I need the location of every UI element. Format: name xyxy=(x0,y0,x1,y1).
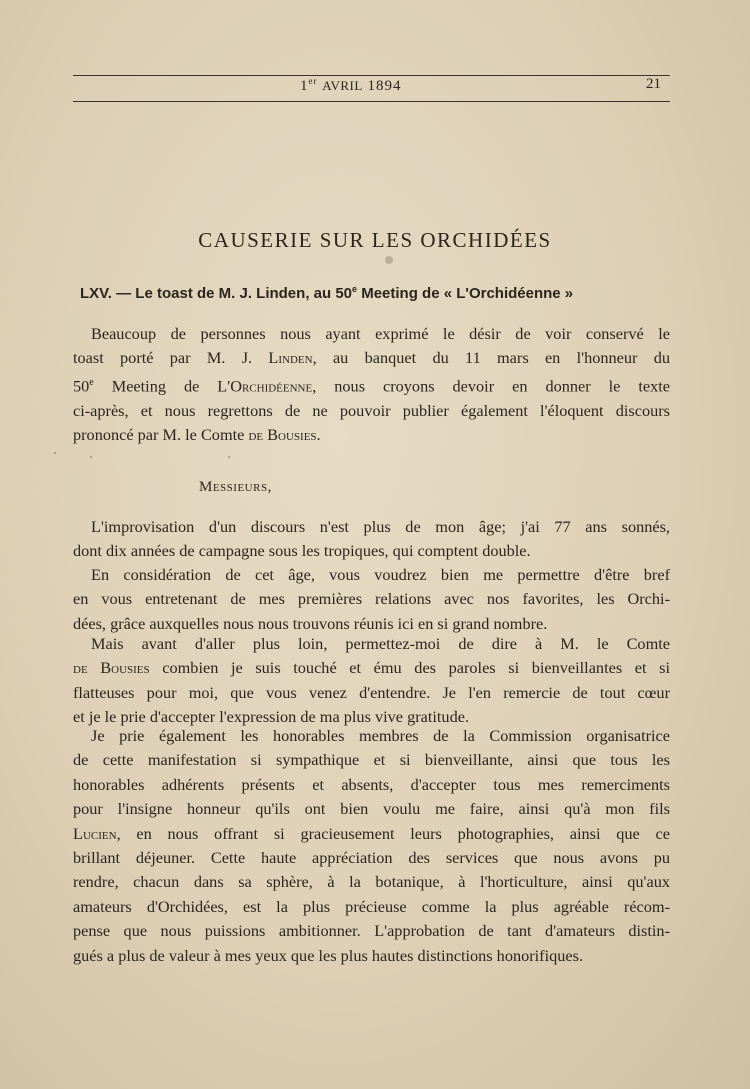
speech-paragraph-1 xyxy=(73,515,670,564)
text-line: toast porté par M. J. Linden, au banquet du 11 mars en l'honneur du xyxy=(73,348,670,368)
text-line: en vous entretenant de mes premières relations avec nos favorites, les Orchi- xyxy=(73,589,670,609)
text-line: de cette manifestation si sympathique et si bienveillante, ainsi que tous les xyxy=(73,750,670,770)
page-number: 21 xyxy=(646,76,661,92)
text-line: brillant déjeuner. Cette haute appréciation des services que nous avons pu xyxy=(73,848,670,868)
paper-speck xyxy=(90,456,92,458)
text-line: 50e Meeting de L'Orchidéenne, nous croyons devoir en donner le texte xyxy=(73,376,671,396)
running-head-date: 1er AVRIL 1894 xyxy=(300,76,402,94)
text-line: Beaucoup de personnes nous ayant exprimé le désir de voir conservé le xyxy=(91,324,670,343)
paper-speck xyxy=(54,452,56,454)
text-line: pense que nous puissions ambitionner. L'approbation de tant d'amateurs distin- xyxy=(73,921,670,941)
speech-paragraph-3 xyxy=(73,632,670,730)
speech-paragraph-4 xyxy=(73,724,670,968)
article-title: CAUSERIE SUR LES ORCHIDÉES xyxy=(198,228,552,252)
text-line: Mais avant d'aller plus loin, permettez-moi de dire à M. le Comte xyxy=(91,634,670,653)
salutation: Messieurs, xyxy=(199,479,272,495)
text-line: honorables adhérents présents et absents, d'accepter tous mes remerciments xyxy=(73,774,670,794)
text-line: et je le prie d'accepter l'expression de ma plus vive gratitude. xyxy=(73,707,470,727)
header-rule-bottom xyxy=(73,101,670,102)
text-line: de Bousies combien je suis touché et ému des paroles si bienveillantes et si xyxy=(73,658,670,678)
paper-speck xyxy=(228,456,230,458)
text-line: dont dix années de campagne sous les tropiques, qui comptent double. xyxy=(73,541,531,561)
speech-paragraph-2 xyxy=(73,563,670,636)
text-line: ci-après, et nous regrettons de ne pouvoir publier également l'éloquent discours xyxy=(73,400,670,420)
text-line: flatteuses pour moi, que vous venez d'entendre. Je l'en remercie de tout cœur xyxy=(73,682,670,702)
intro-paragraph xyxy=(73,322,670,447)
text-line: amateurs d'Orchidées, est la plus précieuse comme la plus agréable récom- xyxy=(73,896,670,916)
text-line: L'improvisation d'un discours n'est plus de mon âge; j'ai 77 ans sonnés, xyxy=(91,517,670,536)
text-line: En considération de cet âge, vous voudrez bien me permettre d'être bref xyxy=(91,565,670,584)
text-line: Lucien, en nous offrant si gracieusement leurs photographies, ainsi que ce xyxy=(73,823,670,843)
text-line: pour l'insigne honneur qu'ils ont bien voulu me faire, ainsi qu'à mon fils xyxy=(73,799,670,819)
text-line: dées, grâce auxquelles nous nous trouvons réunis ici en si grand nombre. xyxy=(73,613,548,633)
text-line: rendre, chacun dans sa sphère, à la botanique, à l'horticulture, ainsi qu'aux xyxy=(73,872,670,892)
text-line: prononcé par M. le Comte de Bousies. xyxy=(73,425,321,445)
text-line: gués a plus de valeur à mes yeux que les plus hautes distinctions honorifiques. xyxy=(73,945,584,965)
article-subtitle: LXV. — Le toast de M. J. Linden, au 50e Meeting de « L'Orchidéenne » xyxy=(80,284,574,302)
paper-stain xyxy=(385,256,393,264)
text-line: Je prie également les honorables membres de la Commission organisatrice xyxy=(91,726,670,745)
